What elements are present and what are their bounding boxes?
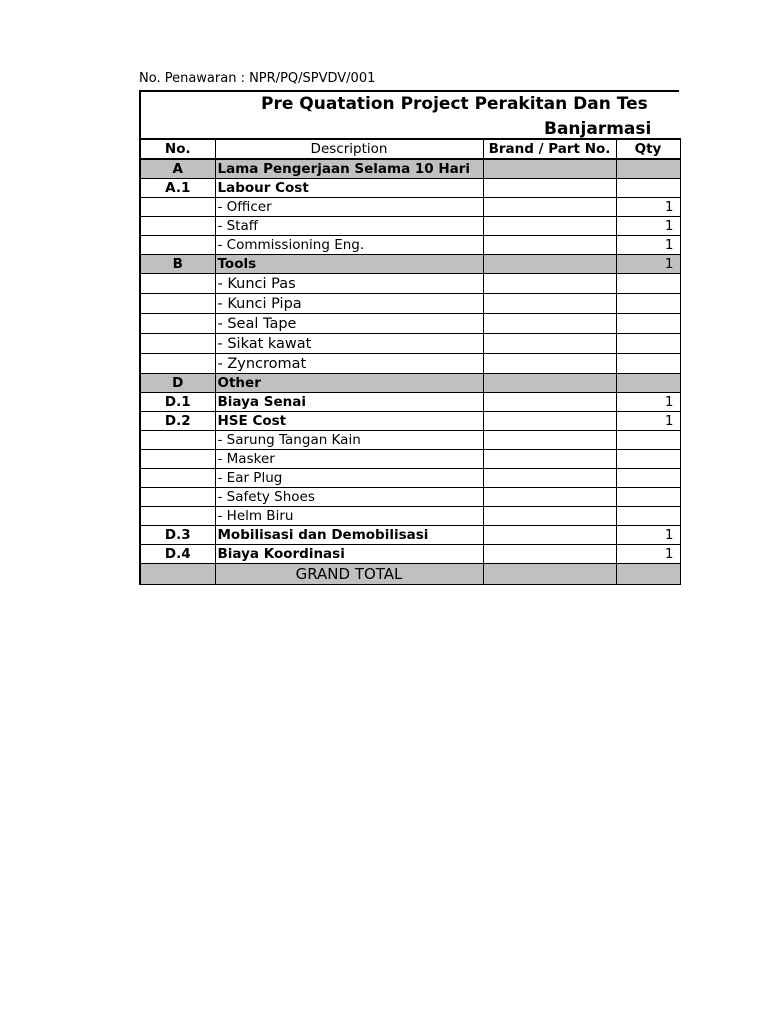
table-row [140,274,680,294]
row-no: D.3 [140,526,215,545]
table-row [140,469,680,488]
row-description: Mobilisasi dan Demobilisasi [215,526,483,545]
table-row [140,393,680,412]
table-row [140,236,680,255]
row-no: A [140,159,215,179]
row-no: D.1 [140,393,215,412]
row-description: - Zyncromat [215,354,483,374]
quotation-table [139,138,681,585]
row-brand [483,274,616,294]
row-qty: 1 [616,236,680,255]
row-brand [483,507,616,526]
row-description: Tools [215,255,483,274]
row-qty [616,374,680,393]
row-qty: 1 [616,526,680,545]
row-brand [483,179,616,198]
row-qty: 1 [616,217,680,236]
row-no: A.1 [140,179,215,198]
table-row [140,294,680,314]
row-description: - Commissioning Eng. [215,236,483,255]
row-description: - Safety Shoes [215,488,483,507]
row-no: D.4 [140,545,215,564]
row-brand [483,334,616,354]
row-no [140,431,215,450]
row-description: Labour Cost [215,179,483,198]
row-description: - Staff [215,217,483,236]
row-description: - Seal Tape [215,314,483,334]
table-row [140,217,680,236]
grand-total-brand [483,564,616,585]
row-qty: 1 [616,412,680,431]
row-qty: 1 [616,545,680,564]
row-description: - Sarung Tangan Kain [215,431,483,450]
row-description: Other [215,374,483,393]
table-row [140,334,680,354]
row-description: - Sikat kawat [215,334,483,354]
table-row [140,354,680,374]
quotation-sheet [139,90,674,592]
row-brand [483,159,616,179]
row-brand [483,488,616,507]
row-brand [483,354,616,374]
row-brand [483,412,616,431]
row-no: D.2 [140,412,215,431]
row-brand [483,294,616,314]
row-description: Lama Pengerjaan Selama 10 Hari [215,159,483,179]
table-row [140,314,680,334]
table-row [140,374,680,393]
row-brand [483,198,616,217]
row-description: - Kunci Pas [215,274,483,294]
row-brand [483,526,616,545]
table-row [140,431,680,450]
column-header-brand: Brand / Part No. [483,139,616,159]
row-no [140,354,215,374]
row-description: HSE Cost [215,412,483,431]
column-header-description: Description [215,139,483,159]
row-qty [616,294,680,314]
row-qty [616,488,680,507]
grand-total-qty [616,564,680,585]
row-no: B [140,255,215,274]
row-qty [616,450,680,469]
row-qty [616,431,680,450]
row-no [140,236,215,255]
table-row [140,526,680,545]
row-qty [616,334,680,354]
row-qty [616,179,680,198]
row-no [140,217,215,236]
row-brand [483,255,616,274]
column-header-qty: Qty [616,139,680,159]
row-brand [483,450,616,469]
column-header-no: No. [140,139,215,159]
row-qty [616,159,680,179]
table-row [140,412,680,431]
row-description: - Helm Biru [215,507,483,526]
row-description: - Masker [215,450,483,469]
row-no: D [140,374,215,393]
table-row [140,255,680,274]
row-no [140,274,215,294]
table-header-row [140,139,680,159]
row-description: Biaya Koordinasi [215,545,483,564]
row-qty [616,314,680,334]
row-no [140,314,215,334]
row-qty [616,469,680,488]
document-title: Pre Quatation Project Perakitan Dan Tes [261,94,648,114]
document-location: Banjarmasi [544,119,652,139]
row-no [140,334,215,354]
row-description: - Officer [215,198,483,217]
row-description: Biaya Senai [215,393,483,412]
row-brand [483,314,616,334]
row-qty: 1 [616,255,680,274]
row-brand [483,374,616,393]
table-row [140,450,680,469]
grand-total-row [140,564,680,585]
row-description: - Kunci Pipa [215,294,483,314]
row-qty [616,274,680,294]
table-row [140,488,680,507]
quotation-number: No. Penawaran : NPR/PQ/SPVDV/001 [139,71,376,86]
row-brand [483,236,616,255]
row-brand [483,217,616,236]
table-row [140,179,680,198]
row-no [140,198,215,217]
row-qty: 1 [616,198,680,217]
row-qty [616,354,680,374]
table-row [140,507,680,526]
row-no [140,450,215,469]
grand-total-no [140,564,215,585]
table-row [140,545,680,564]
row-brand [483,545,616,564]
row-qty [616,507,680,526]
table-row [140,198,680,217]
row-qty: 1 [616,393,680,412]
row-description: - Ear Plug [215,469,483,488]
row-no [140,488,215,507]
title-box [139,90,679,138]
table-row [140,159,680,179]
row-no [140,294,215,314]
row-no [140,507,215,526]
row-brand [483,393,616,412]
grand-total-label: GRAND TOTAL [215,564,483,585]
row-no [140,469,215,488]
row-brand [483,431,616,450]
row-brand [483,469,616,488]
